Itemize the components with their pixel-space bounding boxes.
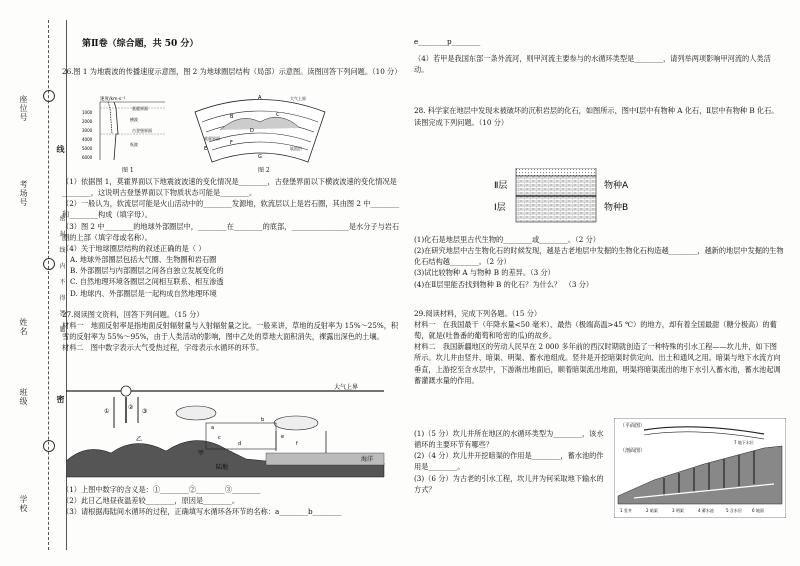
q26-option-d: D. 地球内、外部圈层是一起构成自然地理环境	[70, 288, 217, 298]
svg-text:f: f	[296, 441, 298, 447]
svg-text:古登堡界面: 古登堡界面	[132, 128, 152, 133]
q26-4: （4）关于地球圈层结构的叙述正确的是（ ）	[62, 243, 206, 253]
svg-text:（平面图）: （平面图）	[620, 423, 646, 429]
svg-text:莫霍界面: 莫霍界面	[132, 106, 148, 111]
svg-text:4000: 4000	[82, 137, 93, 142]
svg-text:B: B	[230, 114, 234, 120]
earth-sphere-figure	[190, 92, 330, 164]
seat-label: 座位号	[19, 95, 28, 122]
fig2-caption: 图 2	[258, 167, 270, 174]
fig1-caption: 图 1	[122, 167, 134, 174]
svg-text:4 蓄水池: 4 蓄水池	[698, 508, 714, 513]
name-label: 姓名	[19, 318, 28, 336]
answer-line-e-p: e________p________	[414, 37, 481, 46]
svg-text:1000: 1000	[82, 110, 93, 115]
q27-3: （3）请根据海陆间水循环的过程，正确填写水循环各环节的名称：a________b________	[62, 507, 342, 517]
q28-intro: 28. 科学家在地层中发现未被破坏的沉积岩层的化石，如图所示，图中Ⅰ层中有物种 A 化石，Ⅱ层中有物种 B 化石。读图完成下列问题。（10 分）	[414, 106, 779, 127]
q27-material-2: 材料二 图中数字表示大气受热过程，字母表示水循环的环节。	[62, 343, 264, 353]
q28-2: (2)在研究地层中古生物化石的时候发现，越是古老地层中发掘的生物化石构造越________，越新的地层中发掘的生物化石结构越________。（2 分）	[414, 246, 784, 267]
left-column	[62, 38, 400, 77]
q27-1: （1）上图中数字的含义是：①________②________③________	[62, 485, 261, 494]
svg-text:5000: 5000	[82, 146, 93, 151]
s-wave-curve	[108, 102, 112, 134]
q27-4: （4）若甲是我国东部一条外流河，则甲河流主要参与的水循环类型是________，请列举两项影响甲河流的人类活动。	[414, 54, 771, 75]
q26-intro: 26.图 1 为地震波的传播速度示意图，图 2 为地球圈层结构（局部）示意图。读图回答下列问题。（10 分）	[62, 66, 402, 76]
svg-text:1 竖井: 1 竖井	[620, 508, 632, 513]
svg-text:E: E	[204, 146, 208, 152]
binding-margin	[0, 0, 70, 566]
q27-questions	[62, 484, 402, 517]
q29-2: (2)（4 分）坎儿井开挖暗渠的作用是________，蓄水池的作用是________。	[414, 451, 604, 472]
svg-text:（剖面图）: （剖面图）	[620, 448, 646, 454]
svg-text:纵波: 纵波	[130, 142, 138, 147]
svg-text:6 地面: 6 地面	[752, 508, 764, 513]
q29-questions	[414, 428, 610, 495]
q26-3: （3）图 2 中________的地球外部圈层中，________在________的底部，________________是水分子与岩石圈的上部（填字母或名称）。	[62, 221, 400, 242]
binding-hole	[43, 90, 55, 102]
svg-text:②: ②	[128, 404, 134, 411]
svg-text:3000: 3000	[82, 128, 93, 133]
svg-text:C: C	[276, 112, 280, 118]
q29-3: (3)（6 分）为古老的引水工程，坎儿井为何采取地下输水的方式？	[414, 473, 604, 494]
svg-text:d: d	[238, 441, 242, 447]
q26-option-a: A. 地球外部圈层包括大气圈、生物圈和岩石圈	[70, 255, 217, 265]
svg-text:2000: 2000	[82, 119, 93, 124]
seal-notice: 密 封 线 内 不 得 答 题	[58, 215, 65, 337]
q27-material-1: 材料一 地面反射率是指地面反射辐射量与入射辐射量之比。一般来讲，草地的反射率为 15%～25%，积雪的反射率为 55%～95%，由于人类活动的影响，图中乙处的草地大面积消失，裸露出深色的土壤。	[62, 320, 399, 342]
q28-1: (1)化石是地层里古代生物的________或________。（2 分）	[414, 235, 600, 244]
svg-text:③: ③	[142, 408, 148, 415]
school-label: 学校	[19, 495, 28, 513]
svg-text:6000: 6000	[82, 155, 93, 160]
cloud-icon	[176, 406, 216, 420]
svg-text:D: D	[250, 128, 254, 134]
q26-1: （1）依据图 1，莫霍界面以下地震波波速的变化情况是________，古登堡界面以下横波波速的变化情况是________，这说明古登堡界面以下物质状态可能是________。	[62, 177, 397, 198]
svg-text:G: G	[258, 154, 262, 160]
mi-char: 密	[56, 395, 66, 404]
svg-text:大气上界: 大气上界	[290, 96, 306, 101]
strata-figure	[470, 168, 670, 224]
svg-text:3 明渠: 3 明渠	[672, 508, 684, 513]
q28-4: (4)在Ⅱ层里能否找到物种 B 的化石？为什么？ （3 分）	[414, 279, 594, 289]
karez-figure	[614, 418, 786, 518]
svg-text:物种B: 物种B	[604, 203, 629, 213]
q28-3: (3)试比较物种 A 与物种 B 的差异。（3 分）	[414, 268, 555, 278]
binding-hole	[43, 258, 55, 270]
cloud-icon	[274, 416, 318, 430]
p-wave-curve	[114, 102, 118, 160]
svg-text:F: F	[230, 140, 233, 146]
svg-text:甲: 甲	[198, 450, 205, 457]
svg-text:7 地下水位: 7 地下水位	[734, 440, 754, 445]
water-cycle-figure	[66, 383, 386, 479]
svg-text:乙: 乙	[136, 436, 143, 443]
svg-text:c: c	[218, 435, 221, 441]
q27-2: （2）此日乙地昼夜温差较________，原因是________。	[62, 496, 240, 506]
svg-text:软流层: 软流层	[290, 146, 302, 151]
svg-text:①: ①	[104, 408, 110, 415]
seismic-wave-figure	[70, 94, 180, 164]
q29-1: (1)（5 分）坎儿井所在地区的水循环类型为________，该水循环的主要环节有哪些？	[414, 429, 604, 450]
svg-text:Ⅱ层: Ⅱ层	[494, 181, 508, 191]
q26-questions	[62, 176, 402, 353]
svg-text:海洋: 海洋	[361, 456, 374, 463]
q29-intro: 29.阅读材料，完成下列各题。（15 分）	[414, 308, 542, 318]
svg-text:物种A: 物种A	[604, 181, 629, 191]
q27-intro: 27.阅读图文资料，回答下列问题。（15 分）	[62, 309, 204, 319]
q26-2: （2）一般认为，软流层可能是火山活动中的________发源地，软流层以上是岩石圈，其由图 2 中________和________构成（填字母）。	[62, 199, 400, 220]
svg-text:5 含水层: 5 含水层	[726, 508, 742, 513]
svg-text:莫霍界面: 莫霍界面	[204, 136, 220, 141]
svg-text:e: e	[281, 434, 285, 440]
svg-text:2 暗渠: 2 暗渠	[646, 508, 658, 513]
q29-material-1: 材料一 在我国最干（年降水量<50 毫米）、最热（极端高温>45 ℃）的地方，却有着全国最甜（糖分极高）的葡萄，就是(吐鲁番的葡萄和哈密的瓜)的故乡。	[414, 319, 777, 341]
line-char: 线	[56, 145, 66, 154]
binding-hole	[43, 440, 55, 452]
svg-text:横波: 横波	[130, 117, 138, 122]
sun-icon	[121, 386, 131, 396]
class-label: 班级	[19, 388, 28, 406]
section-title: 第Ⅱ卷（综合题，共 50 分）	[82, 39, 199, 49]
exam-room-label: 考场号	[19, 180, 28, 207]
q28-questions	[414, 234, 784, 386]
svg-text:a: a	[211, 425, 215, 431]
q29-material-2: 材料二 我国新疆地区的劳动人民早在 2 000 多年前的西汉时期就创造了一种特殊的引水工程——坎儿井，如下图所示。坎儿井由竖井、暗渠、明渠、蓄水池组成。竖井是开挖暗渠时供定向、出土和通风之用。暗渠与地下水流方向垂直，上游挖至含水层中，下游渐出地面后，顺着暗渠流出地面，明渠将暗渠流出的地下水引入蓄水池，蓄水池起调蓄灌溉水量的作用。	[414, 342, 781, 385]
fig1-ylabel: 速度/km·s⁻¹	[100, 97, 126, 102]
svg-text:陆地: 陆地	[216, 464, 229, 471]
q26-option-b: B. 外部圈层与内部圈层之间各自独立发展变化的	[70, 266, 224, 276]
q26-option-c: C. 自然地理环境各圈层之间相互联系、相互渗透	[70, 277, 224, 287]
svg-text:Ⅰ层: Ⅰ层	[494, 203, 506, 213]
svg-text:大气上界: 大气上界	[334, 384, 359, 391]
svg-text:A: A	[258, 95, 262, 101]
svg-text:b: b	[261, 417, 265, 423]
right-column-top	[414, 36, 784, 128]
